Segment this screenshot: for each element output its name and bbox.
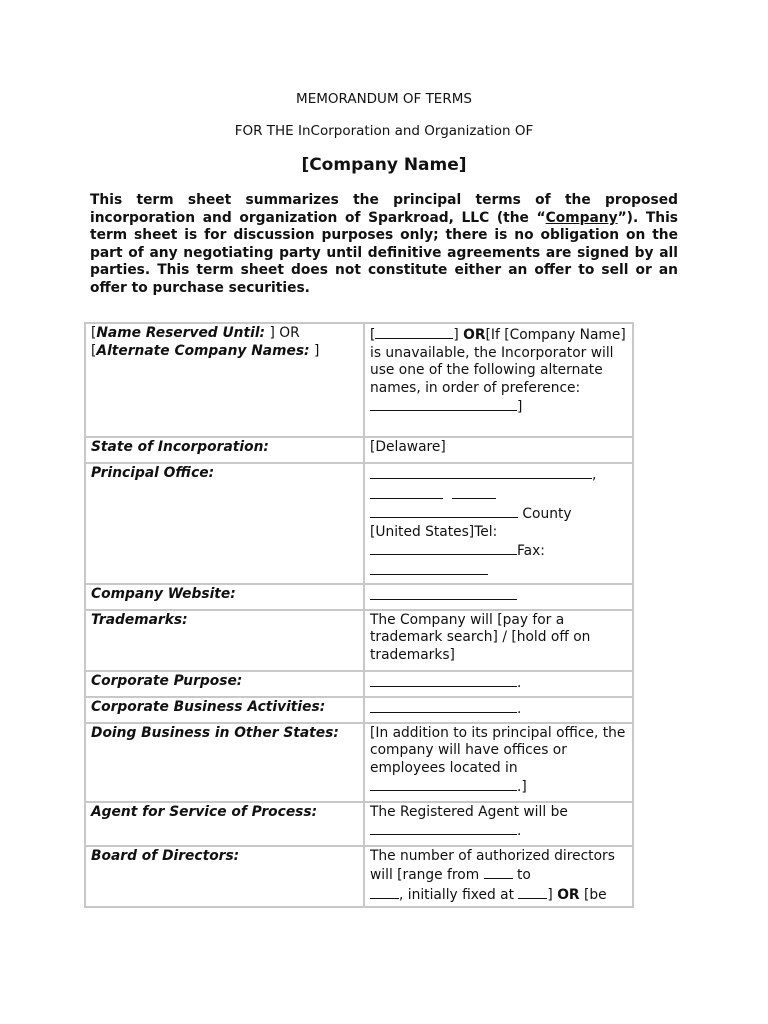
table-row	[85, 463, 633, 584]
period-text: .	[517, 674, 522, 691]
blank-line[interactable]	[370, 541, 517, 555]
company-name-heading: [Company Name]	[301, 155, 467, 175]
memo-title: MEMORANDUM OF TERMS	[296, 91, 472, 107]
registered-agent-text: The Registered Agent will be	[370, 803, 568, 820]
name-reserved-label: Name Reserved Until:	[96, 325, 266, 341]
label-cell: Doing Business in Other States:	[85, 723, 364, 802]
label-cell: Trademarks:	[85, 610, 364, 671]
or-text: ] OR	[265, 325, 300, 341]
intro-text-1: This term sheet summarizes the principal terms of the proposed incorporation and organization of Sparkroad, LLC (the “	[90, 192, 678, 226]
period-text: .	[517, 700, 522, 717]
bracket-text: ]	[547, 886, 553, 903]
memo-subtitle: FOR THE InCorporation and Organization OF	[234, 123, 534, 139]
blank-line[interactable]	[484, 865, 513, 879]
label-cell: Agent for Service of Process:	[85, 802, 364, 846]
blank-line[interactable]	[370, 561, 488, 575]
terms-table	[84, 322, 634, 908]
intro-company-term: Company	[545, 209, 618, 226]
label-cell: Board of Directors:	[85, 846, 364, 908]
board-text: , initially fixed at	[399, 886, 515, 903]
blank-line[interactable]	[370, 465, 592, 479]
table-row	[85, 584, 633, 610]
blank-line[interactable]	[370, 485, 443, 499]
bracket-text: [	[91, 342, 97, 359]
value-cell	[364, 723, 633, 802]
board-text: to	[516, 867, 531, 884]
intro-text-2: ”). This term sheet is for discussion purposes only; there is no obligation on the part of any negotiating party until definitive agreements are signed by all parties. This term sheet does not constitute either an offer to sell or an offer to purchase securities.	[90, 209, 679, 296]
country-tel-text: [United States]Tel:	[370, 523, 498, 540]
table-row	[85, 846, 633, 908]
county-text: County	[518, 506, 572, 523]
board-text: [be	[583, 886, 607, 903]
blank-line[interactable]	[370, 885, 399, 899]
label-cell: State of Incorporation:	[85, 437, 364, 463]
value-cell	[364, 323, 633, 437]
blank-line[interactable]	[370, 699, 517, 713]
value-cell: [Delaware]	[364, 437, 633, 463]
or-text: OR	[463, 327, 486, 343]
bracket-text: [	[370, 327, 376, 343]
label-cell: Corporate Business Activities:	[85, 697, 364, 723]
blank-line[interactable]	[452, 485, 496, 499]
blank-line[interactable]	[370, 821, 517, 835]
bracket-text: ]	[309, 342, 320, 359]
blank-line[interactable]	[518, 885, 547, 899]
value-cell	[364, 584, 633, 610]
or-text: OR	[557, 886, 580, 903]
value-cell	[364, 463, 633, 584]
blank-line[interactable]	[370, 586, 517, 600]
period-text: .	[517, 823, 522, 840]
value-cell	[364, 802, 633, 846]
alternate-names-label: Alternate Company Names:	[96, 342, 310, 359]
table-row	[85, 723, 633, 802]
table-row	[85, 323, 633, 437]
label-cell: Company Website:	[85, 584, 364, 610]
blank-line[interactable]	[370, 397, 517, 411]
bracket-text: ]	[453, 327, 464, 343]
bracket-text: .]	[517, 779, 527, 796]
value-cell	[364, 697, 633, 723]
intro-paragraph	[90, 192, 678, 298]
other-states-text: [In addition to its principal office, the company will have offices or employees located in	[370, 724, 626, 776]
alternate-names-text: [If [Company Name] is unavailable, the Incorporator will use one of the following alternate names, in order of preference:	[370, 327, 626, 396]
value-cell	[364, 671, 633, 697]
blank-line[interactable]	[370, 673, 517, 687]
blank-line[interactable]	[375, 325, 453, 339]
label-cell: Corporate Purpose:	[85, 671, 364, 697]
bracket-text: ]	[517, 399, 523, 416]
fax-text: Fax:	[517, 543, 545, 560]
table-row	[85, 610, 633, 671]
board-text: The number of authorized directors will [range from	[370, 847, 615, 884]
blank-line[interactable]	[370, 504, 518, 518]
table-row	[85, 671, 633, 697]
value-cell: The Company will [pay for a trademark search] / [hold off on trademarks]	[364, 610, 633, 671]
table-row	[85, 437, 633, 463]
label-cell	[85, 323, 364, 437]
table-row	[85, 802, 633, 846]
label-cell: Principal Office:	[85, 463, 364, 584]
bracket-text: [	[91, 325, 97, 341]
value-cell	[364, 846, 633, 908]
table-row	[85, 697, 633, 723]
comma-text: ,	[592, 467, 597, 483]
blank-line[interactable]	[370, 777, 517, 791]
